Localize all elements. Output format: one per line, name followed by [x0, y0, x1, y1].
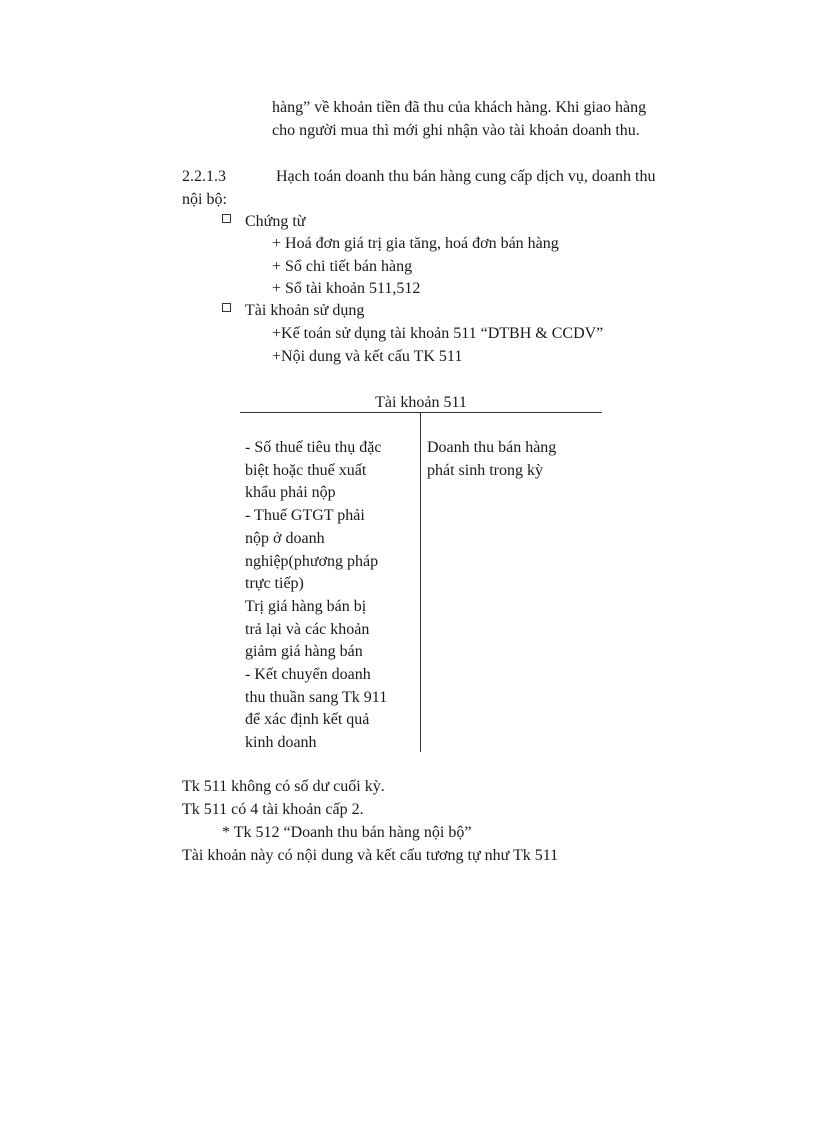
debit-line: - Số thuế tiêu thụ đặc [245, 439, 382, 456]
debit-line: - Kết chuyển doanh [245, 666, 371, 684]
intro-line-2: cho người mua thì mới ghi nhận vào tài khoản doanh thu. [272, 122, 640, 139]
debit-line: nghiệp(phương pháp [245, 552, 379, 570]
sub-item: +Kế toán sử dụng tài khoản 511 “DTBH & CCDV” [272, 325, 604, 342]
t-account-credit-side [427, 437, 599, 482]
debit-line: thu thuần sang Tk 911 [245, 688, 388, 706]
t-account-vertical-rule [420, 412, 421, 752]
square-bullet-icon [222, 214, 231, 223]
footer-line-3: * Tk 512 “Doanh thu bán hàng nội bộ” [222, 824, 472, 841]
sub-item: + Sổ tài khoản 511,512 [272, 280, 421, 297]
sub-item: + Hoá đơn giá trị gia tăng, hoá đơn bán hàng [272, 235, 559, 252]
t-account-debit-side [245, 437, 417, 755]
debit-line: - Thuế GTGT phải [245, 507, 365, 525]
footer-line-2: Tk 511 có 4 tài khoản cấp 2. [182, 801, 364, 818]
section-title-continued: nội bộ: [182, 191, 227, 208]
footer-line-1: Tk 511 không có số dư cuối kỳ. [182, 778, 385, 795]
debit-line: giảm giá hàng bán [245, 643, 363, 661]
debit-line: khẩu phải nộp [245, 484, 336, 502]
debit-line: kinh doanh [245, 734, 317, 752]
debit-line: trả lại và các khoản [245, 620, 370, 638]
bullet-label: Chứng từ [245, 213, 306, 230]
section-number: 2.2.1.3 [182, 168, 226, 185]
debit-line: để xác định kết quả [245, 711, 370, 729]
intro-line-1: hàng” về khoản tiền đã thu của khách hàng. Khi giao hàng [272, 99, 647, 116]
t-account-horizontal-rule [240, 412, 602, 413]
section-heading [182, 166, 655, 188]
bullet-accounts-used [222, 300, 364, 322]
debit-line: Trị giá hàng bán bị [245, 597, 367, 615]
bullet-label: Tài khoản sử dụng [245, 302, 365, 319]
square-bullet-icon [222, 303, 231, 312]
credit-line: phát sinh trong kỳ [427, 461, 543, 479]
debit-line: biệt hoặc thuế xuất [245, 461, 367, 479]
debit-line: nộp ở doanh [245, 529, 325, 547]
credit-line: Doanh thu bán hàng [427, 439, 557, 456]
t-account-title: Tài khoản 511 [375, 394, 467, 411]
debit-line: trực tiếp) [245, 575, 304, 593]
sub-item: +Nội dung và kết cấu TK 511 [272, 348, 463, 365]
section-title: Hạch toán doanh thu bán hàng cung cấp dịch vụ, doanh thu [276, 168, 656, 185]
sub-item: + Sổ chi tiết bán hàng [272, 258, 413, 275]
bullet-documents [222, 211, 305, 233]
footer-line-4: Tài khoản này có nội dung và kết cấu tương tự như Tk 511 [182, 847, 559, 864]
